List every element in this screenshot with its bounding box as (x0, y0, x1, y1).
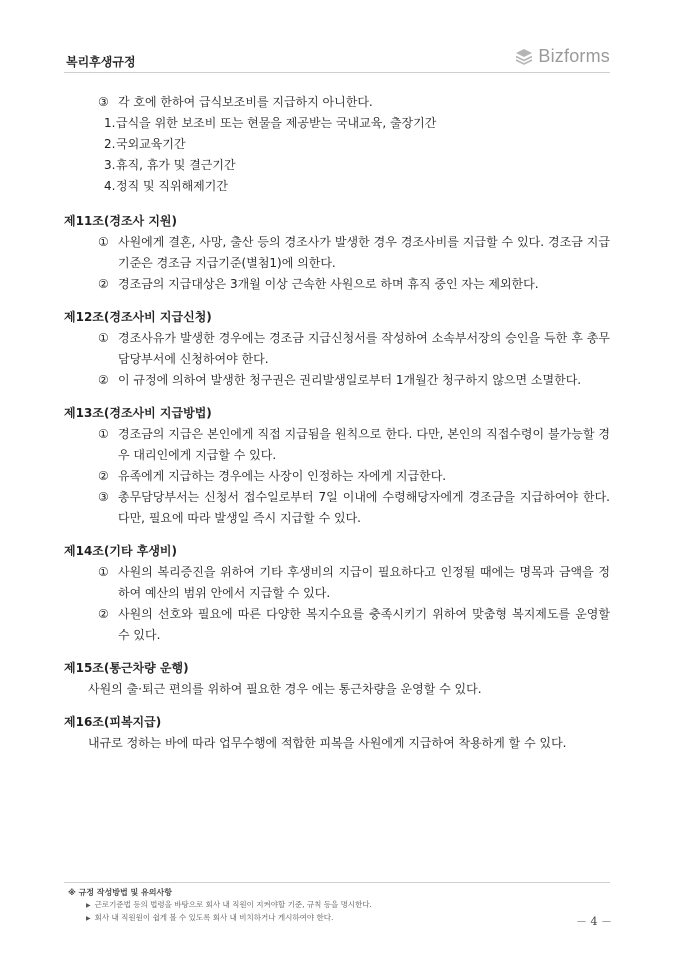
bizforms-logo (514, 46, 610, 67)
layers-icon (514, 47, 534, 67)
article-item (98, 562, 610, 604)
article-item (98, 232, 610, 274)
document-title: 복리후생규정 (66, 55, 136, 69)
item-text: 경조금의 지급대상은 3개월 이상 근속한 사원으로 하며 휴직 중인 자는 제외한다. (118, 277, 539, 291)
note-text: 근로기준법 등의 법령을 바탕으로 회사 내 직원이 지켜야할 기준, 규칙 등을 명시한다. (94, 900, 372, 909)
subitem-text: 급식을 위한 보조비 또는 현물을 제공받는 국내교육, 출장기간 (116, 116, 437, 130)
header-divider (64, 72, 610, 73)
item-number: ② (98, 277, 109, 291)
item-number: ③ (98, 490, 109, 504)
item-text: 각 호에 한하여 급식보조비를 지급하지 아니한다. (118, 95, 373, 109)
item-text: 유족에게 지급하는 경우에는 사장이 인정하는 자에게 지급한다. (118, 469, 447, 483)
document-body (64, 92, 610, 754)
intro-subitem (104, 155, 610, 176)
page-header (64, 44, 610, 72)
article-body: 사원의 출·퇴근 편의를 위하여 필요한 경우 에는 통근차량을 운영할 수 있다. (88, 682, 482, 696)
item-text: 이 규정에 의하여 발생한 청구권은 권리발생일로부터 1개월간 청구하지 않으면 소멸한다. (118, 373, 582, 387)
article-item (98, 424, 610, 466)
note-title: ※ 규정 작성방법 및 유의사항 (68, 888, 172, 897)
note-text: 회사 내 직원원이 쉽게 볼 수 있도록 회사 내 비치하거나 게시하여야 한다. (94, 913, 334, 922)
note-item (86, 899, 608, 912)
subitem-number: 2. (104, 137, 116, 151)
item-text: 사원의 선호와 필요에 따른 다양한 복지수요를 충족시키기 위하여 맞춤형 복지제도를 운영할 수 있다. (118, 607, 610, 642)
item-number: ③ (98, 95, 109, 109)
article-item (98, 466, 610, 487)
footer-notes (68, 886, 608, 925)
article-item (98, 604, 610, 646)
item-text: 총무담당부서는 신청서 접수일로부터 7일 이내에 수령해당자에게 경조금을 지급하여야 한다. 다만, 필요에 따라 발생일 즉시 지급할 수 있다. (118, 490, 610, 525)
page-number: － 4 － (576, 915, 612, 928)
intro-item (98, 92, 610, 113)
article-item (98, 487, 610, 529)
note-item (86, 912, 608, 925)
item-number: ① (98, 331, 109, 345)
subitem-text: 정직 및 직위해제기간 (116, 179, 228, 193)
article-item (98, 370, 610, 391)
item-number: ② (98, 469, 109, 483)
article-heading: 제11조(경조사 지원) (64, 214, 177, 228)
article-body: 내규로 정하는 바에 따라 업무수행에 적합한 피복을 사원에게 지급하여 착용하게 할 수 있다. (88, 736, 567, 750)
article-item (98, 274, 610, 295)
article-item (98, 328, 610, 370)
item-number: ② (98, 373, 109, 387)
item-number: ② (98, 607, 109, 621)
item-text: 경조사유가 발생한 경우에는 경조금 지급신청서를 작성하여 소속부서장의 승인을 득한 후 총무담당부서에 신청하여야 한다. (118, 331, 610, 366)
subitem-number: 3. (104, 158, 116, 172)
intro-subitem (104, 113, 610, 134)
footer-divider (64, 882, 610, 883)
item-number: ① (98, 565, 109, 579)
triangle-bullet-icon: ▶ (86, 902, 91, 909)
item-number: ① (98, 427, 109, 441)
item-number: ① (98, 235, 109, 249)
item-text: 사원의 복리증진을 위하여 기타 후생비의 지급이 필요하다고 인정될 때에는 명목과 금액을 정하여 예산의 범위 안에서 지급할 수 있다. (118, 565, 610, 600)
article-heading: 제13조(경조사비 지급방법) (64, 406, 212, 420)
subitem-text: 휴직, 휴가 및 결근기간 (116, 158, 236, 172)
article-heading: 제16조(피복지급) (64, 715, 162, 729)
intro-subitem (104, 176, 610, 197)
article-heading: 제14조(기타 후생비) (64, 544, 177, 558)
article-heading: 제12조(경조사비 지급신청) (64, 310, 212, 324)
subitem-text: 국외교육기간 (116, 137, 186, 151)
triangle-bullet-icon: ▶ (86, 915, 91, 922)
subitem-number: 1. (104, 116, 116, 130)
subitem-number: 4. (104, 179, 116, 193)
logo-text: Bizforms (538, 46, 610, 66)
item-text: 경조금의 지급은 본인에게 직접 지급됨을 원칙으로 한다. 다만, 본인의 직접수령이 불가능할 경우 대리인에게 지급할 수 있다. (118, 427, 610, 462)
intro-subitem (104, 134, 610, 155)
item-text: 사원에게 결혼, 사망, 출산 등의 경조사가 발생한 경우 경조사비를 지급할 수 있다. 경조금 지급기준은 경조금 지급기준(별첨1)에 의한다. (118, 235, 610, 270)
article-heading: 제15조(통근차량 운행) (64, 661, 189, 675)
